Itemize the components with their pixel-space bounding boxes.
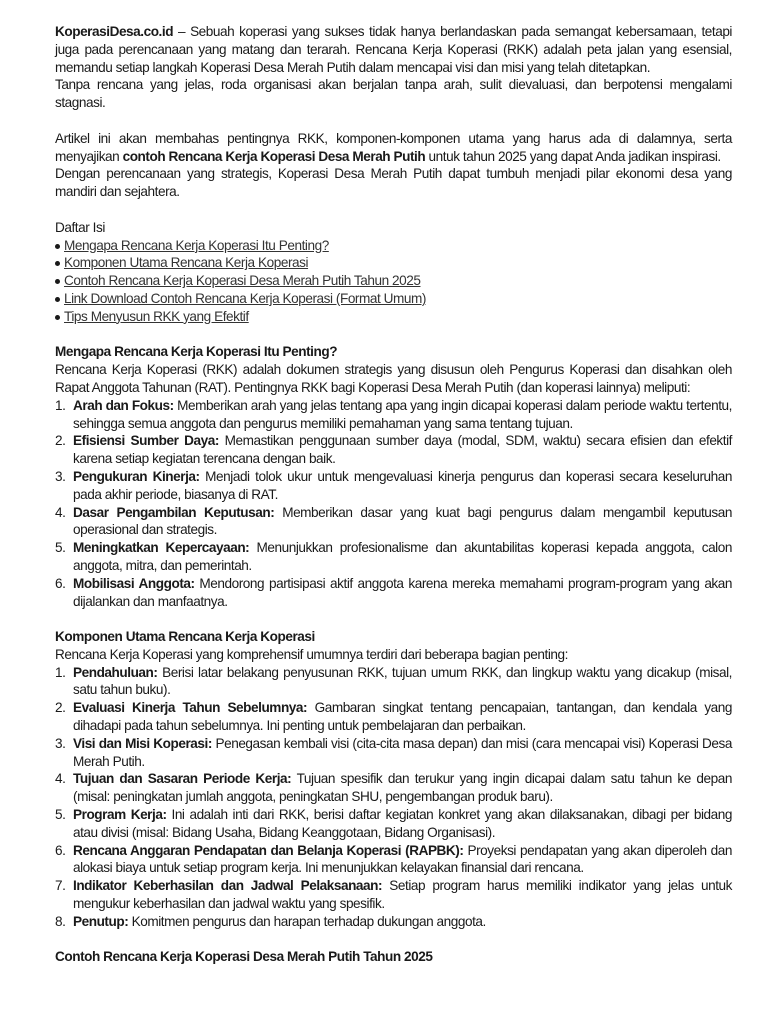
list-item-text: Menjadi tolok ukur untuk mengevaluasi kinerja pengurus dan koperasi secara keseluruhan pada akhir periode, biasanya di RAT. xyxy=(73,468,732,502)
toc-link-komponen[interactable]: Komponen Utama Rencana Kerja Koperasi xyxy=(64,255,309,271)
list-item: 8. Penutup: Komitmen pengurus dan harapan terhadap dukungan anggota. xyxy=(55,913,486,929)
toc-item xyxy=(55,308,732,326)
toc-item xyxy=(55,290,732,308)
list-item-label: Dasar Pengambilan Keputusan: xyxy=(73,504,275,520)
list-item: 6. Rencana Anggaran Pendapatan dan Belanja Koperasi (RAPBK): Proyeksi pendapatan yang akan diperoleh dan alokasi biaya untuk setiap program kerja. Ini menunjukkan kelayakan finansial dari rencana. xyxy=(55,842,732,876)
list-item: 1. Arah dan Fokus: Memberikan arah yang jelas tentang apa yang ingin dicapai koperasi dalam periode waktu tertentu, sehingga semua anggota dan pengurus memiliki pemahaman yang sama tentang tujuan. xyxy=(55,397,732,431)
list-item: 3. Visi dan Misi Koperasi: Penegasan kembali visi (cita-cita masa depan) dan misi (cara mencapai visi) Koperasi Desa Merah Putih. xyxy=(55,735,732,769)
list-item: 2. Efisiensi Sumber Daya: Memastikan penggunaan sumber daya (modal, SDM, waktu) secara efisien dan efektif karena setiap kegiatan terencana dengan baik. xyxy=(55,433,732,467)
toc-item xyxy=(55,237,732,255)
list-item-label: Arah dan Fokus: xyxy=(73,397,174,413)
list-item: 4. Tujuan dan Sasaran Periode Kerja: Tujuan spesifik dan terukur yang ingin dicapai dalam satu tahun ke depan (misal: peningkatan jumlah anggota, peningkatan SHU, pengembangan produk baru). xyxy=(55,771,732,805)
section-heading-komponen: Komponen Utama Rencana Kerja Koperasi xyxy=(55,629,315,645)
list-item-text: Komitmen pengurus dan harapan terhadap dukungan anggota. xyxy=(128,913,486,929)
article xyxy=(55,23,732,966)
section-heading-penting: Mengapa Rencana Kerja Koperasi Itu Penting? xyxy=(55,344,338,360)
list-item-text: Tujuan spesifik dan terukur yang ingin dicapai dalam satu tahun ke depan (misal: peningkatan jumlah anggota, peningkatan SHU, pengembangan produk baru). xyxy=(73,771,732,805)
intro-text-3a: Artikel ini akan membahas pentingnya RKK, komponen-komponen utama yang harus ada di dalamnya, serta menyajikan xyxy=(55,130,732,164)
list-item-label: Mobilisasi Anggota: xyxy=(73,575,195,591)
list-item-label: Rencana Anggaran Pendapatan dan Belanja Koperasi (RAPBK): xyxy=(73,842,464,858)
section-intro-komponen: Rencana Kerja Koperasi yang komprehensif umumnya terdiri dari beberapa bagian penting: xyxy=(55,646,568,662)
toc-link-tips[interactable]: Tips Menyusun RKK yang Efektif xyxy=(64,308,249,324)
toc-link-contoh[interactable]: Contoh Rencana Kerja Koperasi Desa Merah Putih Tahun 2025 xyxy=(64,273,421,289)
list-item-text: Mendorong partisipasi aktif anggota karena mereka memahami program-program yang akan dijalankan dan manfaatnya. xyxy=(73,575,732,609)
list-item-label: Evaluasi Kinerja Tahun Sebelumnya: xyxy=(73,700,308,716)
brand-name: KoperasiDesa.co.id xyxy=(55,24,174,39)
list-item-label: Visi dan Misi Koperasi: xyxy=(73,735,212,751)
toc-title: Daftar Isi xyxy=(55,219,105,235)
list-item-label: Penutup: xyxy=(73,913,129,929)
table-of-contents xyxy=(55,237,732,326)
list-item-text: Proyeksi pendapatan yang akan diperoleh dan alokasi biaya untuk setiap program kerja. Ini menunjukkan kelayakan finansial dari rencana. xyxy=(73,842,732,876)
list-penting xyxy=(55,397,732,611)
list-item: 4. Dasar Pengambilan Keputusan: Memberikan dasar yang kuat bagi pengurus dalam mengambil keputusan operasional dan strategis. xyxy=(55,504,732,538)
list-komponen xyxy=(55,664,732,931)
list-item-label: Pendahuluan: xyxy=(73,664,158,680)
list-item-label: Tujuan dan Sasaran Periode Kerja: xyxy=(73,771,292,787)
list-item-text: Memberikan dasar yang kuat bagi pengurus dalam mengambil keputusan operasional dan strategis. xyxy=(73,504,732,538)
intro-paragraph-2: Tanpa rencana yang jelas, roda organisasi akan berjalan tanpa arah, sulit dievaluasi, dan berpotensi mengalami stagnasi. xyxy=(55,77,732,111)
toc-item xyxy=(55,272,732,290)
list-item: 1. Pendahuluan: Berisi latar belakang penyusunan RKK, tujuan umum RKK, dan lingkup waktu yang dicakup (misal, satu tahun buku). xyxy=(55,664,732,698)
list-item-text: Memastikan penggunaan sumber daya (modal, SDM, waktu) secara efisien dan efektif karena setiap kegiatan terencana dengan baik. xyxy=(73,433,732,467)
intro-text-1: – Sebuah koperasi yang sukses tidak hanya berlandaskan pada semangat kebersamaan, tetapi juga pada perencanaan yang matang dan terarah. Rencana Kerja Koperasi (RKK) adalah peta jalan yang esensial, memandu setiap langkah Koperasi Desa Merah Putih dalam mencapai visi dan misi yang telah ditetapkan. xyxy=(55,24,732,75)
list-item-label: Program Kerja: xyxy=(73,807,167,823)
list-item-text: Gambaran singkat tentang pencapaian, tantangan, dan kendala yang dihadapi pada tahun sebelumnya. Ini penting untuk pembelajaran dan perbaikan. xyxy=(73,700,733,734)
list-item: 5. Program Kerja: Ini adalah inti dari RKK, berisi daftar kegiatan konkret yang akan dilaksanakan, dibagi per bidang atau divisi (misal: Bidang Usaha, Bidang Keanggotaan, Bidang Organisasi). xyxy=(55,807,732,840)
list-item-label: Meningkatkan Kepercayaan: xyxy=(73,540,250,556)
list-item-text: Penegasan kembali visi (cita-cita masa depan) dan misi (cara mencapai visi) Koperasi Desa Merah Putih. xyxy=(73,735,732,769)
intro-paragraph-4: Dengan perencanaan yang strategis, Koperasi Desa Merah Putih dapat tumbuh menjadi pilar ekonomi desa yang mandiri dan sejahtera. xyxy=(55,166,732,200)
toc-item xyxy=(55,254,732,272)
list-item-label: Efisiensi Sumber Daya: xyxy=(73,433,219,449)
list-item: 5. Meningkatkan Kepercayaan: Menunjukkan profesionalisme dan akuntabilitas koperasi kepada anggota, calon anggota, mitra, dan pemerintah. xyxy=(55,540,732,573)
list-item-label: Pengukuran Kinerja: xyxy=(73,468,200,484)
intro-text-3-bold: contoh Rencana Kerja Koperasi Desa Merah Putih xyxy=(122,148,426,164)
list-item-text: Menunjukkan profesionalisme dan akuntabilitas koperasi kepada anggota, calon anggota, mitra, dan pemerintah. xyxy=(73,540,732,573)
list-item-label: Indikator Keberhasilan dan Jadwal Pelaksanaan: xyxy=(73,878,383,894)
list-item-text: Berisi latar belakang penyusunan RKK, tujuan umum RKK, dan lingkup waktu yang dicakup (misal, satu tahun buku). xyxy=(73,664,732,698)
list-item-text: Ini adalah inti dari RKK, berisi daftar kegiatan konkret yang akan dilaksanakan, dibagi per bidang atau divisi (misal: Bidang Usaha, Bidang Keanggotaan, Bidang Organisasi). xyxy=(73,807,732,840)
intro-paragraph-3 xyxy=(55,130,732,166)
section-heading-contoh: Contoh Rencana Kerja Koperasi Desa Merah Putih Tahun 2025 xyxy=(55,949,433,965)
toc-link-download[interactable]: Link Download Contoh Rencana Kerja Koperasi (Format Umum) xyxy=(64,290,426,306)
intro-text-3b: untuk tahun 2025 yang dapat Anda jadikan inspirasi. xyxy=(425,148,721,164)
list-item: 7. Indikator Keberhasilan dan Jadwal Pelaksanaan: Setiap program harus memiliki indikator yang jelas untuk mengukur keberhasilan dan jadwal waktu yang spesifik. xyxy=(55,878,732,912)
list-item: 2. Evaluasi Kinerja Tahun Sebelumnya: Gambaran singkat tentang pencapaian, tantangan, dan kendala yang dihadapi pada tahun sebelumnya. Ini penting untuk pembelajaran dan perbaikan. xyxy=(55,700,733,734)
list-item-text: Setiap program harus memiliki indikator yang jelas untuk mengukur keberhasilan dan jadwal waktu yang spesifik. xyxy=(73,878,732,912)
list-item-text: Memberikan arah yang jelas tentang apa yang ingin dicapai koperasi dalam periode waktu tertentu, sehingga semua anggota dan pengurus memiliki pemahaman yang sama tentang tujuan. xyxy=(73,397,732,431)
section-intro-penting: Rencana Kerja Koperasi (RKK) adalah dokumen strategis yang disusun oleh Pengurus Koperasi dan disahkan oleh Rapat Anggota Tahunan (RAT). Pentingnya RKK bagi Koperasi Desa Merah Putih (dan koperasi lainnya) meliputi: xyxy=(55,362,732,395)
intro-paragraph-1 xyxy=(55,23,732,76)
toc-link-penting[interactable]: Mengapa Rencana Kerja Koperasi Itu Penting? xyxy=(64,237,329,253)
list-item: 3. Pengukuran Kinerja: Menjadi tolok ukur untuk mengevaluasi kinerja pengurus dan koperasi secara keseluruhan pada akhir periode, biasanya di RAT. xyxy=(55,468,732,502)
list-item: 6. Mobilisasi Anggota: Mendorong partisipasi aktif anggota karena mereka memahami program-program yang akan dijalankan dan manfaatnya. xyxy=(55,575,732,609)
